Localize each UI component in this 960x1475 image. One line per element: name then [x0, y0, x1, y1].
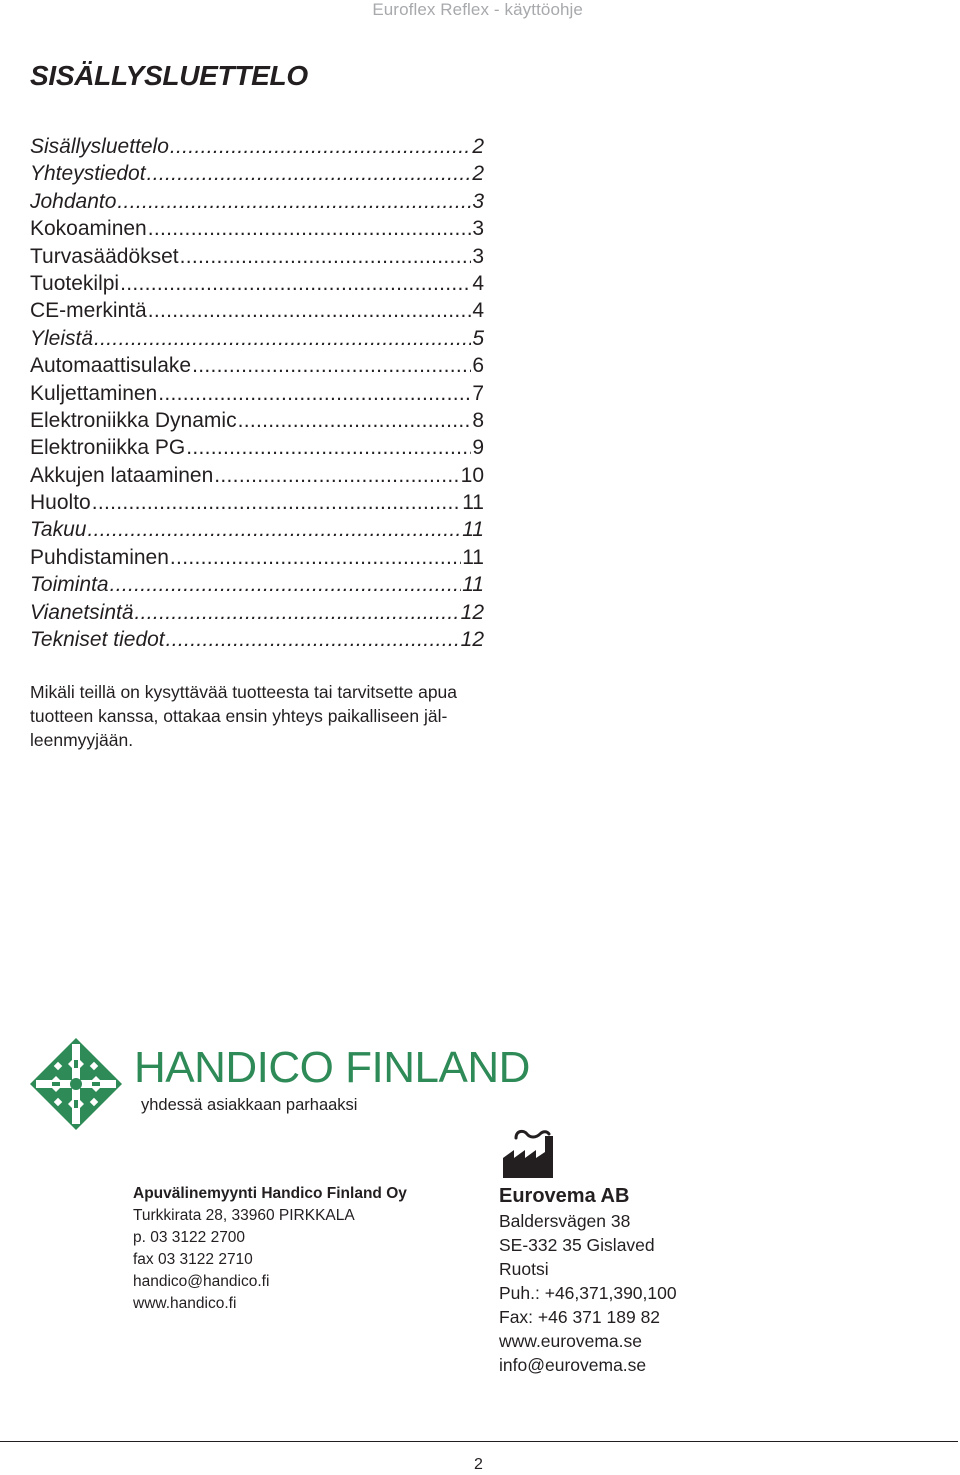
toc-entry[interactable]: [30, 352, 484, 379]
toc-entry-page: 6: [472, 354, 484, 378]
email-link[interactable]: handico@handico.fi: [133, 1273, 270, 1290]
street-address: Baldersvägen 38: [499, 1211, 631, 1231]
toc-entry-page: 12: [460, 628, 484, 652]
toc-entry-page: 8: [472, 408, 484, 432]
toc-entry-label: Johdanto: [30, 189, 117, 213]
handico-logo-icon: [28, 1036, 124, 1132]
toc-entry-page: 10: [460, 463, 484, 487]
toc-entry-label: Akkujen lataaminen: [30, 463, 214, 487]
toc-entry-page: 4: [472, 271, 484, 295]
address: Turkkirata 28, 33960 PIRKKALA: [133, 1207, 355, 1224]
factory-icon: [500, 1128, 556, 1180]
toc-entry-label: Tekniset tiedot: [30, 628, 165, 652]
phone: p. 03 3122 2700: [133, 1229, 246, 1246]
page-title: SISÄLLYSLUETTELO: [30, 60, 308, 91]
toc-entry-label: Yleistä: [30, 326, 94, 350]
toc-entry-page: 7: [472, 381, 484, 405]
postal-address: SE-332 35 Gislaved: [499, 1235, 655, 1255]
fax: Fax: +46 371 189 82: [499, 1307, 661, 1327]
toc-entry-label: Elektroniikka Dynamic: [30, 408, 237, 432]
toc-entry[interactable]: [30, 599, 484, 626]
toc-entry-page: 3: [472, 189, 484, 213]
footer-divider: [0, 1441, 958, 1442]
toc-entry-label: Elektroniikka PG: [30, 436, 186, 460]
toc-entry-label: Vianetsintä: [30, 600, 134, 624]
toc-entry-label: CE-merkintä: [30, 299, 147, 323]
toc-entry[interactable]: [30, 407, 484, 434]
toc-entry-page: 3: [472, 217, 484, 241]
toc-entry[interactable]: [30, 516, 484, 543]
toc-entry[interactable]: [30, 188, 484, 215]
website-link[interactable]: www.handico.fi: [133, 1295, 237, 1312]
support-note: Mikäli teillä on kysyttävää tuotteesta tai tarvitsette apua tuotteen kanssa, ottakaa ensin yhteys paikalliseen jäl-leenmyyjään.: [30, 682, 458, 750]
toc-entry[interactable]: [30, 544, 484, 571]
toc-entry[interactable]: [30, 243, 484, 270]
toc-entry[interactable]: [30, 380, 484, 407]
toc-entry[interactable]: [30, 325, 484, 352]
toc-entry[interactable]: [30, 571, 484, 598]
toc-entry-label: Sisällysluettelo: [30, 135, 169, 158]
toc-leader-dots: [214, 462, 459, 489]
toc-entry-page: 12: [460, 600, 484, 624]
company-name: Eurovema AB: [499, 1185, 630, 1207]
toc-leader-dots: [94, 325, 471, 352]
toc-leader-dots: [147, 160, 472, 187]
toc-entry-page: 4: [472, 299, 484, 323]
table-of-contents: [30, 133, 484, 653]
toc-entry-label: Huolto: [30, 491, 91, 515]
brand-name: HANDICO FINLAND: [134, 1043, 530, 1092]
toc-leader-dots: [170, 544, 461, 571]
toc-entry-page: 9: [472, 436, 484, 460]
website-link[interactable]: www.eurovema.se: [499, 1331, 642, 1351]
toc-entry[interactable]: [30, 462, 484, 489]
toc-entry-label: Yhteystiedot: [30, 162, 146, 186]
toc-entry[interactable]: [30, 626, 484, 653]
contact-eurovema: [499, 1183, 677, 1377]
toc-entry[interactable]: [30, 160, 484, 187]
toc-entry-label: Kokoaminen: [30, 217, 147, 241]
toc-entry-page: 3: [472, 244, 484, 268]
toc-entry[interactable]: [30, 215, 484, 242]
toc-leader-dots: [166, 626, 460, 653]
toc-leader-dots: [87, 516, 461, 543]
toc-entry[interactable]: [30, 133, 484, 160]
toc-leader-dots: [186, 434, 471, 461]
toc-leader-dots: [110, 571, 462, 598]
toc-entry-page: 2: [472, 162, 484, 186]
toc-leader-dots: [192, 352, 471, 379]
toc-entry[interactable]: [30, 270, 484, 297]
fax: fax 03 3122 2710: [133, 1251, 253, 1268]
toc-entry-page: 11: [462, 491, 484, 515]
toc-leader-dots: [148, 297, 472, 324]
brand-tagline: yhdessä asiakkaan parhaaksi: [141, 1096, 358, 1114]
email-link[interactable]: info@eurovema.se: [499, 1355, 647, 1375]
phone: Puh.: +46,371,390,100: [499, 1283, 677, 1303]
toc-entry[interactable]: [30, 434, 484, 461]
toc-entry-label: Puhdistaminen: [30, 545, 169, 569]
toc-leader-dots: [238, 407, 472, 434]
company-name: Apuvälinemyynti Handico Finland Oy: [133, 1185, 407, 1202]
running-header: Euroflex Reflex - käyttöohje: [372, 0, 583, 19]
toc-entry-label: Automaattisulake: [30, 354, 192, 378]
toc-entry-page: 11: [462, 545, 484, 569]
toc-leader-dots: [120, 270, 471, 297]
toc-entry[interactable]: [30, 297, 484, 324]
toc-leader-dots: [158, 380, 471, 407]
toc-entry-page: 5: [472, 326, 484, 350]
toc-entry-label: Kuljettaminen: [30, 381, 158, 405]
contact-handico: [133, 1183, 407, 1315]
toc-leader-dots: [170, 133, 471, 160]
toc-leader-dots: [92, 489, 461, 516]
toc-entry-page: 2: [472, 135, 484, 158]
toc-leader-dots: [135, 599, 460, 626]
toc-entry-label: Tuotekilpi: [30, 271, 120, 295]
toc-entry-label: Turvasäädökset: [30, 244, 179, 268]
country: Ruotsi: [499, 1259, 549, 1279]
toc-leader-dots: [148, 215, 472, 242]
toc-entry-label: Toiminta: [30, 573, 109, 597]
toc-entry[interactable]: [30, 489, 484, 516]
page-number: 2: [474, 1456, 483, 1473]
toc-leader-dots: [117, 188, 471, 215]
toc-entry-page: 11: [462, 518, 484, 542]
toc-leader-dots: [180, 243, 472, 270]
toc-entry-page: 11: [462, 573, 484, 597]
toc-entry-label: Takuu: [30, 518, 87, 542]
